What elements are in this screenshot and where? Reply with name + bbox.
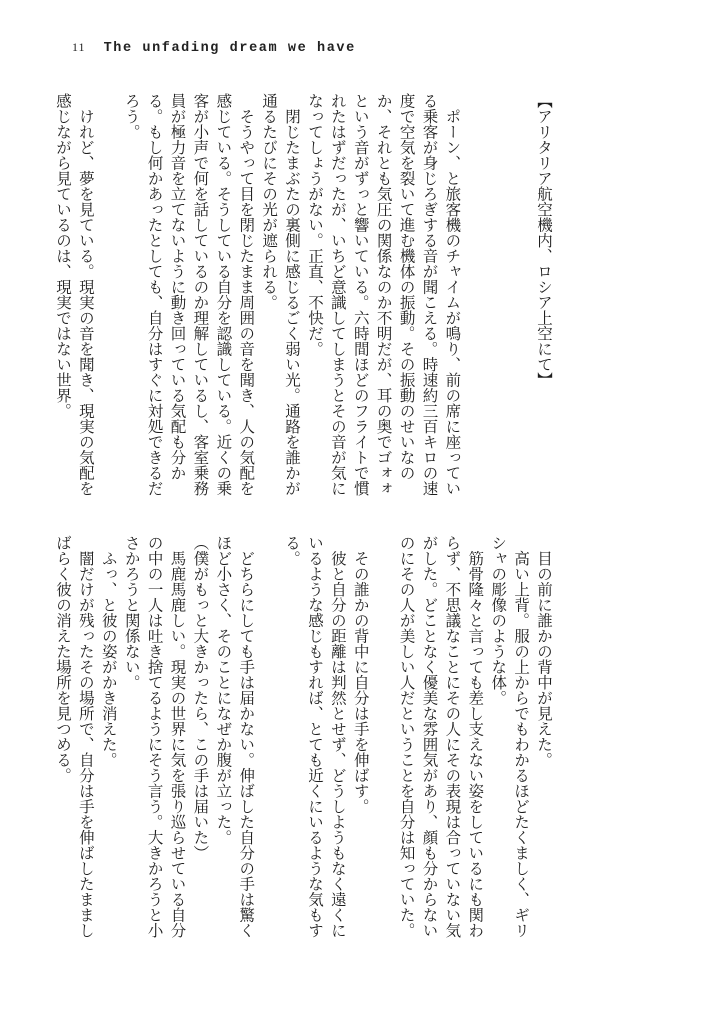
paragraph: 彼と自分の距離は判然とせず、どうしようもなく遠くにいるような感じもすれば、とても近くにいるような気もする。 <box>283 535 347 938</box>
blank-line <box>372 535 395 939</box>
paragraph: どちらにしても手は届かない。伸ばした自分の手は驚くほど小さく、そのことになぜか腹が立った。 <box>214 535 256 938</box>
paragraph: 筋骨隆々と言っても差し支えない姿をしているにも関わらず、不思議なことにその人にその表現は合っていない気がした。どことなく優美な雰囲気があり、顔も分からないのにその人が美しい人だということを自分は知っていた。 <box>397 535 485 938</box>
paragraph: ポーン、と旅客機のチャイムが鳴り、前の席に座っている乗客が身じろぎする音が聞こえる。時速約三百キロの速度で空気を裂いて進む機体の振動。その振動のせいなのか、それとも気圧の関係なのか不明だが、耳の奥でゴォォという音がずっと響いている。六時間ほどのフライトで慣れたはずだったが、いちど意識してしまうとその音が気になってしょうがない。正直、不快だ。 <box>305 93 462 496</box>
blank-line <box>509 93 532 497</box>
top-text-block <box>53 93 555 497</box>
paragraph: その誰かの背中に自分は手を伸ばす。 <box>351 535 370 814</box>
blank-line <box>486 93 509 497</box>
paragraph: 闇だけが残ったその場所で、自分は手を伸ばしたまましばらく彼の消えた場所を見つめる。 <box>53 535 95 938</box>
scene-title: 【アリタリア航空機内、ロシア上空にて】 <box>535 93 553 388</box>
paragraph: 馬鹿馬鹿しい。現実の世界に気を張り巡らせている自分の中の一人は吐き捨てるようにそう言う。大きかろうと小さかろうと関係ない。 <box>122 535 187 938</box>
blank-line <box>97 93 120 497</box>
paragraph: 高い上背。服の上からでもわかるほどたくましく、ギリシャの彫像のような体。 <box>489 535 531 938</box>
running-title: The unfading dream we have <box>103 41 356 56</box>
running-header <box>72 40 356 56</box>
bottom-text-block <box>53 535 555 939</box>
blank-line <box>463 93 486 497</box>
paragraph: 閉じたまぶたの裏側に感じるごく弱い光。通路を誰かが通るたびにその光が遮られる。 <box>260 93 302 496</box>
paragraph: （僕がもっと大きかったら、この手は届いた） <box>191 535 210 861</box>
paragraph: けれど、夢を見ている。現実の音を聞き、現実の気配を感じながら見ているのは、現実ではない世界。 <box>53 93 95 496</box>
page-number: 11 <box>72 40 86 54</box>
paragraph: 目の前に誰かの背中が見えた。 <box>535 535 553 768</box>
paragraph: ふっ、と彼の姿がかき消えた。 <box>99 535 118 768</box>
blank-line <box>257 535 280 939</box>
paragraph: そうやって目を閉じたまま周囲の音を聞き、人の気配を感じている。そうしている自分を認識している。近くの乗客が小声で何を話しているのか理解しているし、客室乗務員が極力音を立てないように動き回っている気配も分かる。もし何かあったとしても、自分はすぐに対処できるだろう。 <box>122 93 256 496</box>
